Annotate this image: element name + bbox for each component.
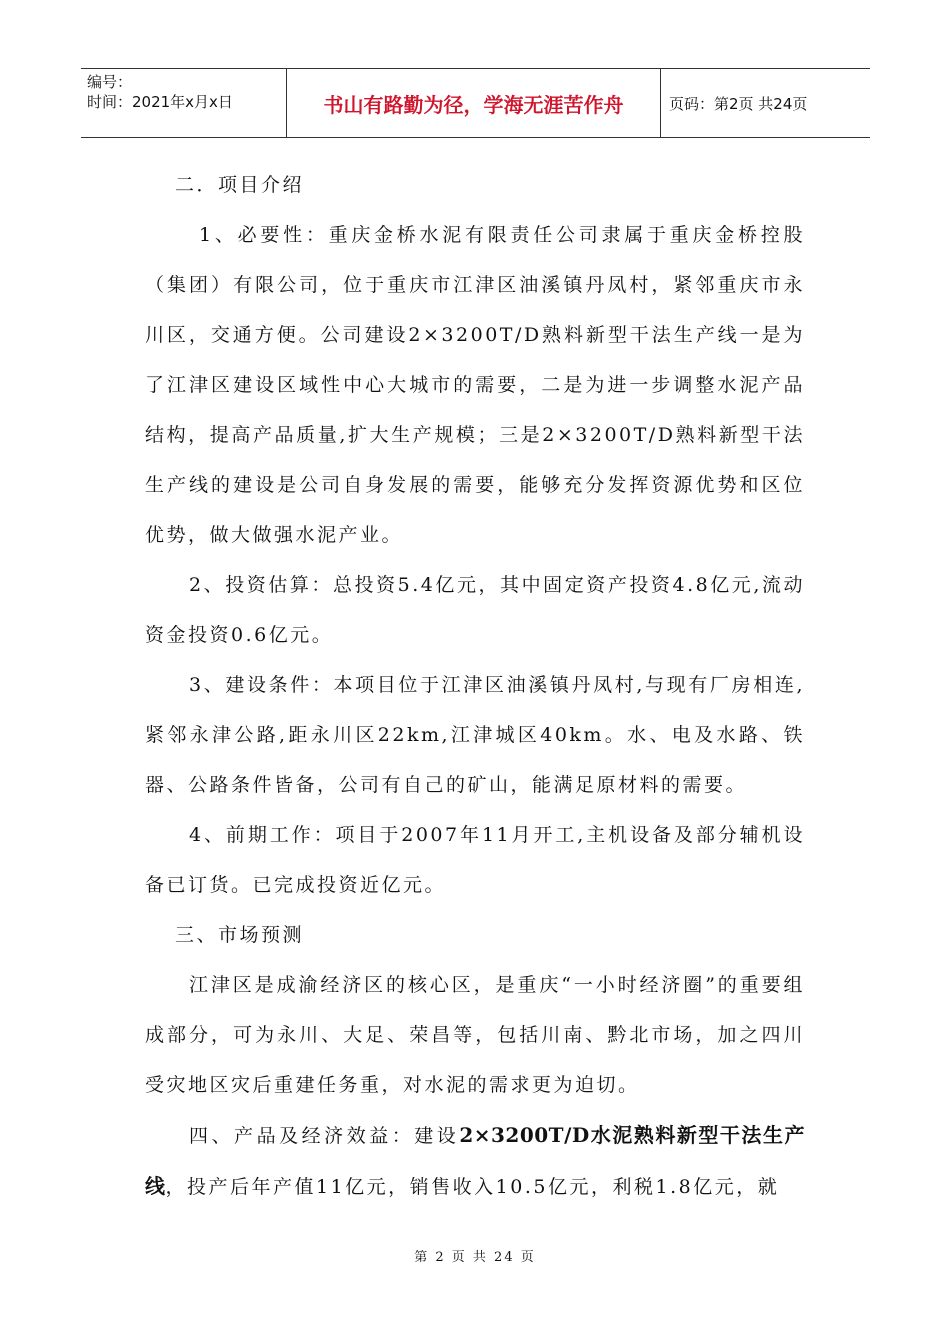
page-footer: 第 2 页 共 24 页 <box>414 1250 536 1265</box>
header-motto: 书山有路勤为径，学海无涯苦作舟 <box>287 69 661 137</box>
time-label: 时间：2021年x月x日 <box>87 93 233 111</box>
document-header <box>81 68 870 138</box>
paragraph-benefits <box>145 1110 805 1212</box>
section-title-project-intro: 二．项目介绍 <box>175 174 305 196</box>
paragraph-necessity: 1、必要性：重庆金桥水泥有限责任公司隶属于重庆金桥控股（集团）有限公司，位于重庆市江津区油溪镇丹凤村，紧邻重庆市永川区，交通方便。公司建设2×3200T/D熟料新型干法生产线一是为了江津区建设区域性中心大城市的需要，二是为进一步调整水泥产品结构，提高产品质量,扩大生产规模；三是2×3200T/D熟料新型干法生产线的建设是公司自身发展的需要，能够充分发挥资源优势和区位优势，做大做强水泥产业。 <box>145 224 805 546</box>
benefits-prefix: 四、产品及经济效益：建设 <box>189 1125 460 1147</box>
benefits-bold-line: 2×3200T/D水泥熟料新型干法生产线 <box>145 1123 805 1198</box>
paragraph-preliminary-work: 4、前期工作：项目于2007年11月开工,主机设备及部分辅机设备已订货。已完成投资近亿元。 <box>145 824 805 896</box>
benefits-suffix: ，投产后年产值11亿元，销售收入10.5亿元，利税1.8亿元，就 <box>165 1176 780 1198</box>
paragraph-conditions: 3、建设条件：本项目位于江津区油溪镇丹凤村,与现有厂房相连,紧邻永津公路,距永川区22km,江津城区40km。水、电及水路、铁器、公路条件皆备，公司有自己的矿山，能满足原材料的需要。 <box>145 674 805 796</box>
paragraph-market: 江津区是成渝经济区的核心区，是重庆“一小时经济圈”的重要组成部分，可为永川、大足、荣昌等，包括川南、黔北市场，加之四川受灾地区灾后重建任务重，对水泥的需求更为迫切。 <box>145 974 805 1096</box>
document-body <box>145 160 805 1212</box>
section-title-market: 三、市场预测 <box>175 924 305 946</box>
header-page-info: 页码：第2页 共24页 <box>669 94 808 113</box>
number-label: 编号： <box>87 73 133 91</box>
paragraph-investment: 2、投资估算：总投资5.4亿元，其中固定资产投资4.8亿元,流动资金投资0.6亿元。 <box>145 574 805 646</box>
header-meta-cell <box>81 69 287 137</box>
